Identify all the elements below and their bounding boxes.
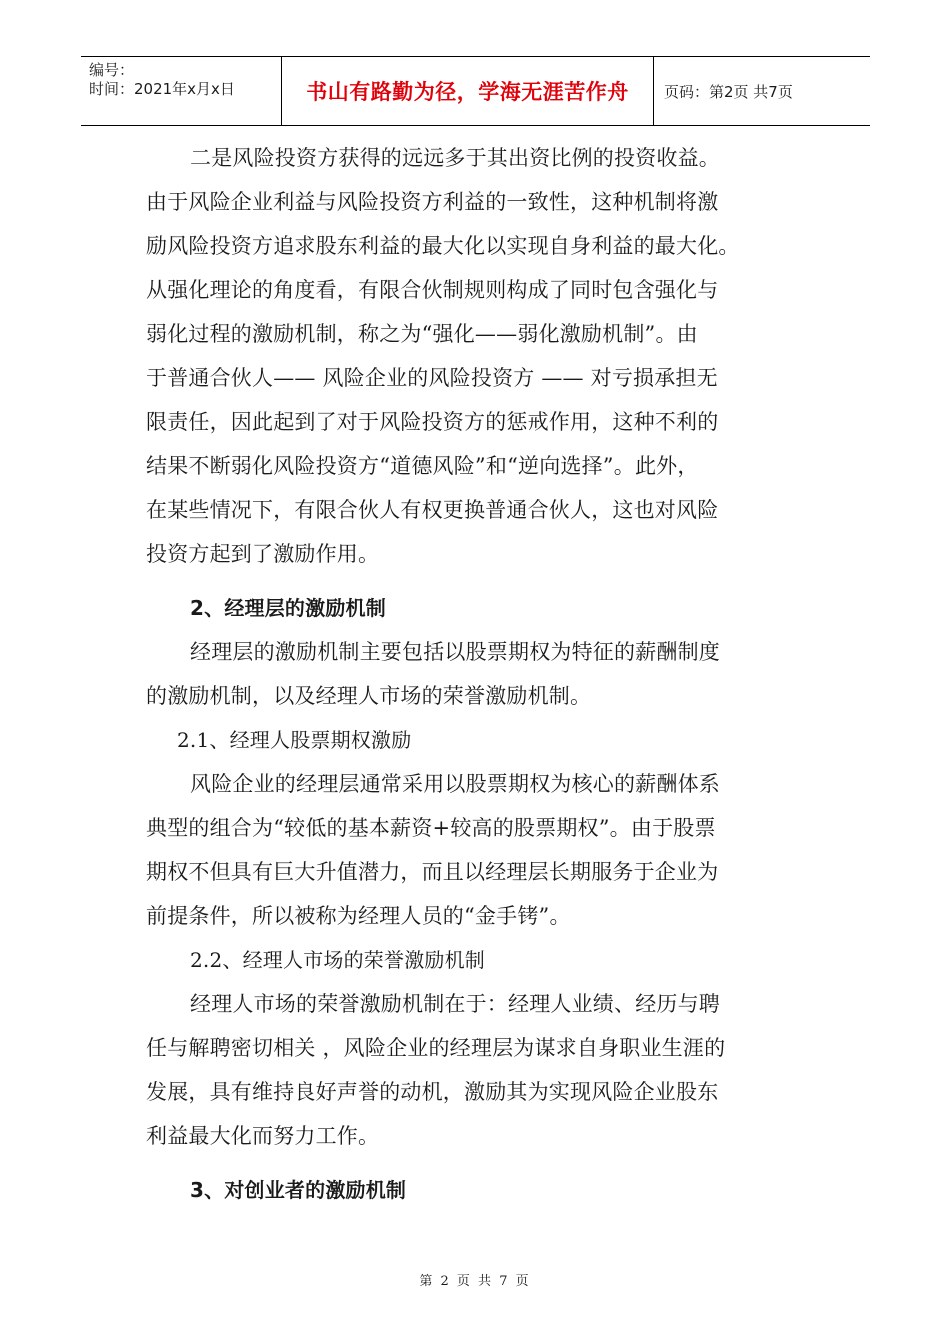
subsection-heading: 2.2、经理人市场的荣誉激励机制 xyxy=(190,948,486,972)
header-motto-cell xyxy=(282,57,654,125)
paragraph-line: 前提条件，所以被称为经理人员的“金手铐”。 xyxy=(146,904,571,928)
paragraph-line: 结果不断弱化风险投资方“道德风险”和“逆向选择”。此外， xyxy=(146,454,699,478)
paragraph-line: 发展，具有维持良好声誉的动机，激励其为实现风险企业股东 xyxy=(146,1080,719,1104)
paragraph-line: 风险企业的经理层通常采用以股票期权为核心的薪酬体系 xyxy=(190,772,720,796)
document-number-label: 编号： xyxy=(89,61,135,79)
paragraph-line: 投资方起到了激励作用。 xyxy=(146,542,380,566)
paragraph-line: 由于风险企业利益与风险投资方利益的一致性，这种机制将激 xyxy=(146,190,719,214)
paragraph-line: 期权不但具有巨大升值潜力，而且以经理层长期服务于企业为 xyxy=(146,860,719,884)
document-body xyxy=(146,136,806,1212)
paragraph-line: 从强化理论的角度看，有限合伙制规则构成了同时包含强化与 xyxy=(146,278,719,302)
paragraph-line: 经理人市场的荣誉激励机制在于：经理人业绩、经历与聘 xyxy=(190,992,720,1016)
paragraph-line: 于普通合伙人—— 风险企业的风险投资方 —— 对亏损承担无 xyxy=(146,366,718,390)
paragraph-line: 在某些情况下，有限合伙人有权更换普通合伙人，这也对风险 xyxy=(146,498,719,522)
header-page-cell xyxy=(654,57,870,125)
section-heading: 3、对创业者的激励机制 xyxy=(190,1178,407,1202)
subsection-heading: 2.1、经理人股票期权激励 xyxy=(177,728,412,752)
paragraph-line: 限责任，因此起到了对于风险投资方的惩戒作用，这种不利的 xyxy=(146,410,719,434)
header-meta-cell xyxy=(81,57,282,125)
paragraph-line: 二是风险投资方获得的远远多于其出资比例的投资收益。 xyxy=(190,146,720,170)
paragraph-line: 经理层的激励机制主要包括以股票期权为特征的薪酬制度 xyxy=(190,640,720,664)
page-footer: 第 2 页 共 7 页 xyxy=(419,1274,531,1289)
paragraph-line: 任与解聘密切相关 ，风险企业的经理层为谋求自身职业生涯的 xyxy=(146,1036,726,1060)
paragraph-line: 励风险投资方追求股东利益的最大化以实现自身利益的最大化。 xyxy=(146,234,740,258)
paragraph-line: 的激励机制，以及经理人市场的荣誉激励机制。 xyxy=(146,684,592,708)
paragraph-line: 弱化过程的激励机制，称之为“强化——弱化激励机制”。由 xyxy=(146,322,698,346)
document-header xyxy=(81,56,870,126)
header-motto: 书山有路勤为径，学海无涯苦作舟 xyxy=(306,80,629,104)
paragraph-line: 利益最大化而努力工作。 xyxy=(146,1124,380,1148)
document-date-label: 时间：2021年x月x日 xyxy=(89,80,235,98)
paragraph-line: 典型的组合为“较低的基本薪资+较高的股票期权”。由于股票 xyxy=(146,816,716,840)
section-heading: 2、经理层的激励机制 xyxy=(190,596,386,620)
header-page-label: 页码：第2页 共7页 xyxy=(664,82,793,101)
